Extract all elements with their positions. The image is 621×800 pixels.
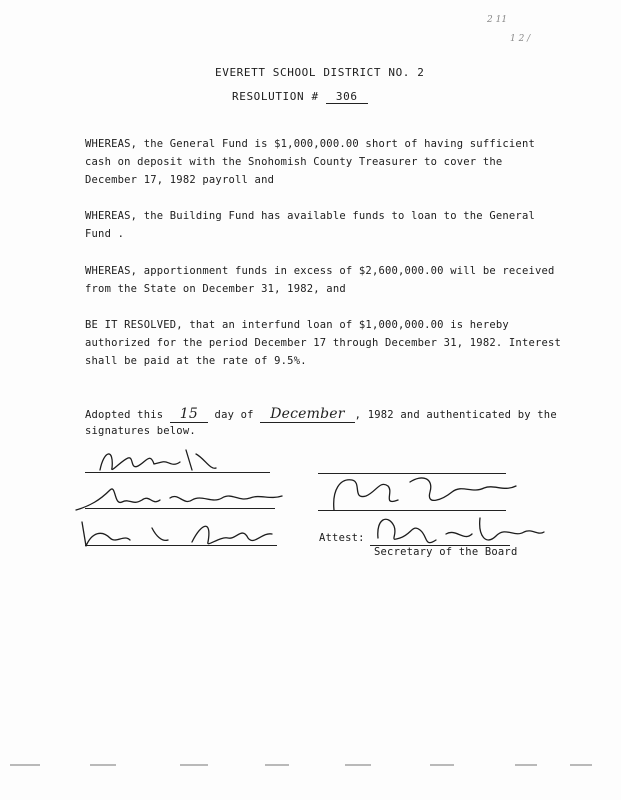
resolution-heading: [232, 90, 368, 103]
scan-mark: [345, 764, 371, 766]
scan-mark: [570, 764, 592, 766]
adoption-day: 15: [170, 406, 208, 423]
scan-mark: [180, 764, 208, 766]
signature-left-3: [72, 512, 282, 552]
clause-2-line-1: WHEREAS, the Building Fund has available funds to loan to the General: [85, 210, 535, 222]
scan-mark: [430, 764, 454, 766]
scan-mark: [10, 764, 40, 766]
scan-mark: [515, 764, 537, 766]
secretary-title: Secretary of the Board: [374, 546, 518, 558]
adoption-line-2: signatures below.: [85, 425, 196, 437]
signature-left-2: [70, 476, 290, 516]
clause-3-line-1: WHEREAS, apportionment funds in excess of $2,600,000.00 will be received: [85, 265, 555, 277]
corner-note-line-2: 1 2 /: [510, 34, 531, 44]
scan-mark: [265, 764, 289, 766]
clause-2-line-2: Fund .: [85, 228, 125, 240]
corner-note-line-1: 2 11: [487, 15, 508, 25]
adoption-prefix: Adopted this: [85, 409, 164, 421]
adoption-month: December: [260, 406, 354, 423]
clause-4-line-1: BE IT RESOLVED, that an interfund loan of $1,000,000.00 is hereby: [85, 319, 509, 331]
clause-4-line-2: authorized for the period December 17 through December 31, 1982. Interest: [85, 337, 562, 349]
signature-left-1: [92, 440, 222, 480]
clause-1-line-3: December 17, 1982 payroll and: [85, 174, 275, 186]
adoption-suffix: , 1982 and authenticated by the: [354, 409, 557, 421]
district-title: EVERETT SCHOOL DISTRICT NO. 2: [215, 66, 425, 79]
resolution-label: RESOLUTION #: [232, 90, 319, 103]
clause-1-line-1: WHEREAS, the General Fund is $1,000,000.00 short of having sufficient: [85, 138, 535, 150]
clause-1-line-2: cash on deposit with the Snohomish County Treasurer to cover the: [85, 156, 503, 168]
scan-mark: [90, 764, 116, 766]
adoption-line-1: [85, 406, 557, 422]
clause-4-line-3: shall be paid at the rate of 9.5%.: [85, 355, 307, 367]
clause-3-line-2: from the State on December 31, 1982, and: [85, 283, 346, 295]
scan-marks: [10, 764, 610, 770]
attest-label: Attest:: [319, 532, 365, 544]
resolution-number: 306: [326, 90, 368, 104]
adoption-middle: day of: [214, 409, 254, 421]
